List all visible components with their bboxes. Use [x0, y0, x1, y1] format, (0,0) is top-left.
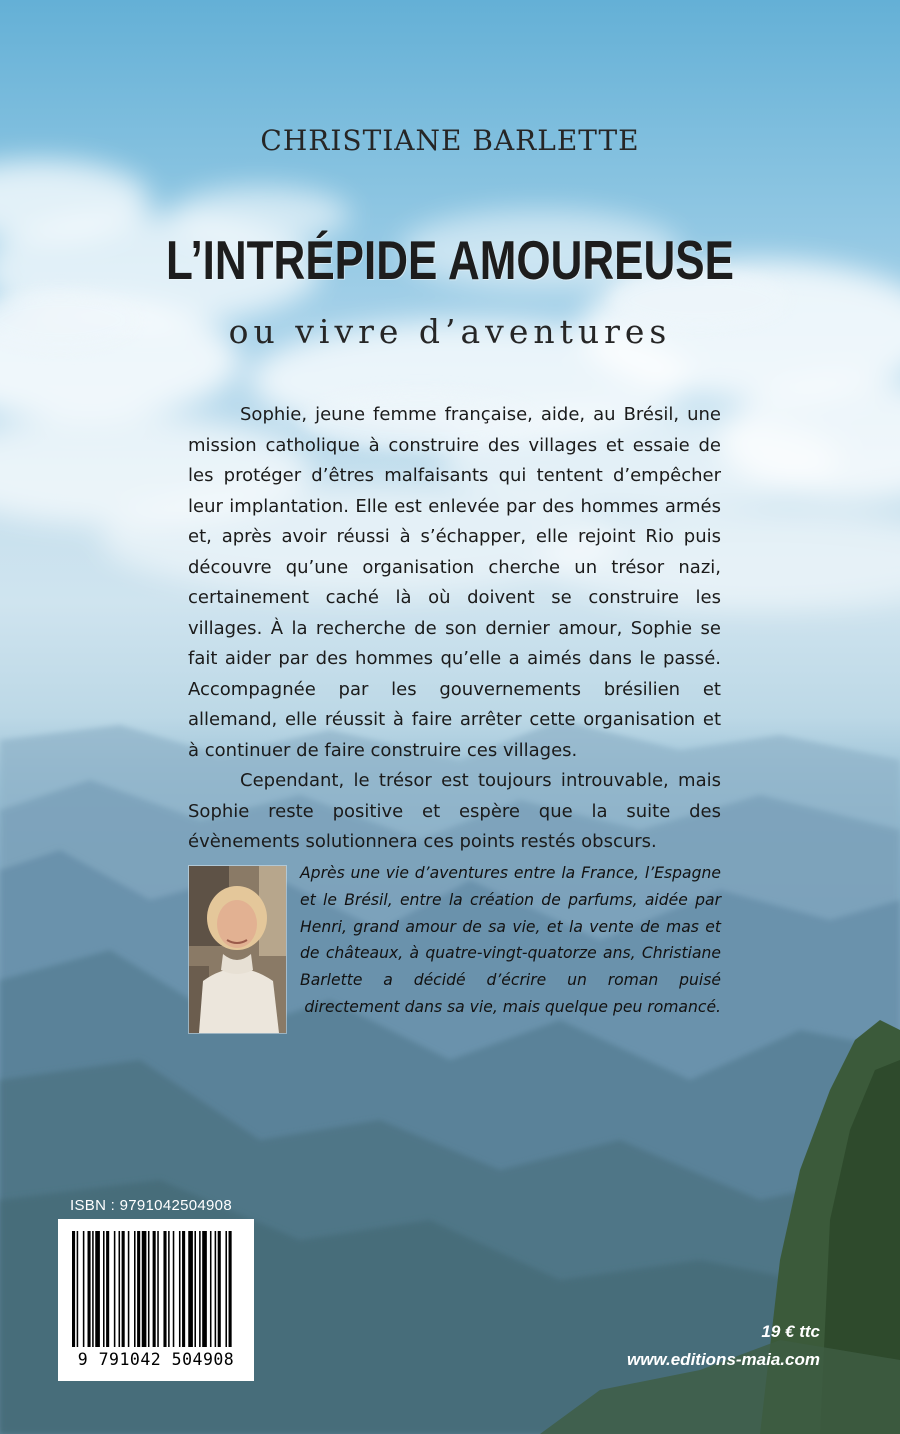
barcode-bar	[106, 1231, 109, 1347]
barcode-bar	[194, 1231, 196, 1347]
barcode-bar	[225, 1231, 227, 1347]
author-photo	[188, 865, 287, 1034]
summary-paragraph: Sophie, jeune femme française, aide, au Brésil, une mission catholique à construire des villages et essaie de les protéger d’êtres malfaisants qui tentent d’empêcher leur implantation. Elle est enlevée par des hommes armés et, après avoir réussi à s’échapper, elle rejoint Rio puis découvre qu’une organisation cherche un trésor nazi, certainement caché là où doivent se construire les villages. À la recherche de son dernier amour, Sophie se fait aider par des hommes qu’elle a aimés dans le passé. Accompagnée par les gouvernements brésilien et allemand, elle réussit à faire arrêter cette organisation et à continuer de faire construire ces villages.	[188, 404, 721, 761]
barcode-bar	[182, 1231, 185, 1347]
barcode-bar	[95, 1231, 100, 1347]
barcode-bar	[179, 1231, 181, 1347]
summary-paragraph: Cependant, le trésor est toujours introuvable, mais Sophie reste positive et espère que la suite des évènements solutionnera ces points restés obscurs.	[188, 770, 721, 852]
author-bio: Après une vie d’aventures entre la France, l’Espagne et le Brésil, entre la création de parfums, aidée par Henri, grand amour de sa vie, et la vente de mas et de châteaux, à quatre-vingt-quatorze ans, Christiane Barlette a décidé d’écrire un roman puisé directement dans sa vie, mais quelque peu romancé.	[300, 864, 721, 1016]
barcode-bar	[215, 1231, 217, 1347]
publisher-website: www.editions-maia.com	[626, 1350, 820, 1369]
barcode	[58, 1219, 254, 1381]
barcode-bar	[92, 1231, 94, 1347]
barcode-bar	[157, 1231, 159, 1347]
barcode-bar	[188, 1231, 193, 1347]
barcode-bar	[168, 1231, 170, 1347]
barcode-bar	[128, 1231, 130, 1347]
author-portrait-icon	[189, 866, 286, 1033]
book-title: L’INTRÉPIDE AMOUREUSE	[166, 229, 734, 291]
book-subtitle: ou vivre d’aventures	[228, 312, 672, 351]
barcode-bar	[72, 1231, 75, 1347]
barcode-bar	[173, 1231, 175, 1347]
barcode-bar	[210, 1231, 212, 1347]
barcode-bar	[148, 1231, 150, 1347]
barcode-bar	[142, 1231, 147, 1347]
price: 19 € ttc	[761, 1322, 820, 1341]
barcode-bar	[103, 1231, 105, 1347]
barcode-bar	[163, 1231, 166, 1347]
barcode-bar	[199, 1231, 201, 1347]
barcode-bar	[119, 1231, 121, 1347]
barcode-bar	[202, 1231, 207, 1347]
barcode-bar	[134, 1231, 136, 1347]
author-name: CHRISTIANE BARLETTE	[260, 124, 640, 157]
barcode-bar	[153, 1231, 156, 1347]
barcode-digits: 9 791042 504908	[77, 1350, 235, 1369]
isbn-label: ISBN : 9791042504908	[70, 1197, 232, 1214]
barcode-bar	[218, 1231, 221, 1347]
barcode-bar	[77, 1231, 79, 1347]
book-summary	[188, 400, 721, 858]
barcode-bar	[88, 1231, 91, 1347]
barcode-bar	[122, 1231, 125, 1347]
barcode-bar	[83, 1231, 85, 1347]
barcode-bars-icon	[58, 1219, 254, 1351]
barcode-bar	[229, 1231, 232, 1347]
barcode-bar	[114, 1231, 116, 1347]
barcode-bar	[137, 1231, 140, 1347]
